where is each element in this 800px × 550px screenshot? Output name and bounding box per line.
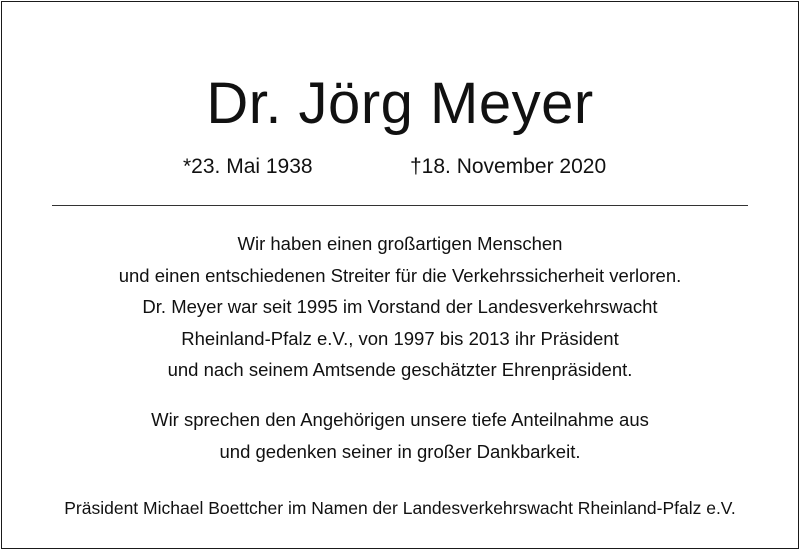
tribute-line: und einen entschiedenen Streiter für die Verkehrssicherheit verloren. bbox=[118, 264, 682, 286]
death-date: †18. November 2020 bbox=[410, 155, 607, 178]
divider-line bbox=[52, 205, 748, 206]
birth-date: *23. Mai 1938 bbox=[183, 155, 313, 178]
signature-line: Präsident Michael Boettcher im Namen der Landesverkehrswacht Rheinland-Pfalz e.V. bbox=[64, 498, 736, 518]
tribute-line: Rheinland-Pfalz e.V., von 1997 bis 2013 ihr Präsident bbox=[181, 327, 619, 349]
tribute-paragraph bbox=[0, 228, 800, 386]
tribute-line: Wir haben einen großartigen Menschen bbox=[237, 233, 563, 254]
deceased-name: Dr. Jörg Meyer bbox=[206, 71, 594, 136]
condolence-line: Wir sprechen den Angehörigen unsere tiefe Anteilnahme aus bbox=[151, 409, 649, 430]
tribute-line: Dr. Meyer war seit 1995 im Vorstand der Landesverkehrswacht bbox=[142, 296, 658, 317]
life-dates bbox=[0, 152, 800, 182]
condolence-paragraph bbox=[0, 404, 800, 467]
condolence-line: und gedenken seiner in großer Dankbarkeit. bbox=[219, 440, 581, 462]
tribute-line: und nach seinem Amtsende geschätzter Ehrenpräsident. bbox=[167, 359, 633, 380]
